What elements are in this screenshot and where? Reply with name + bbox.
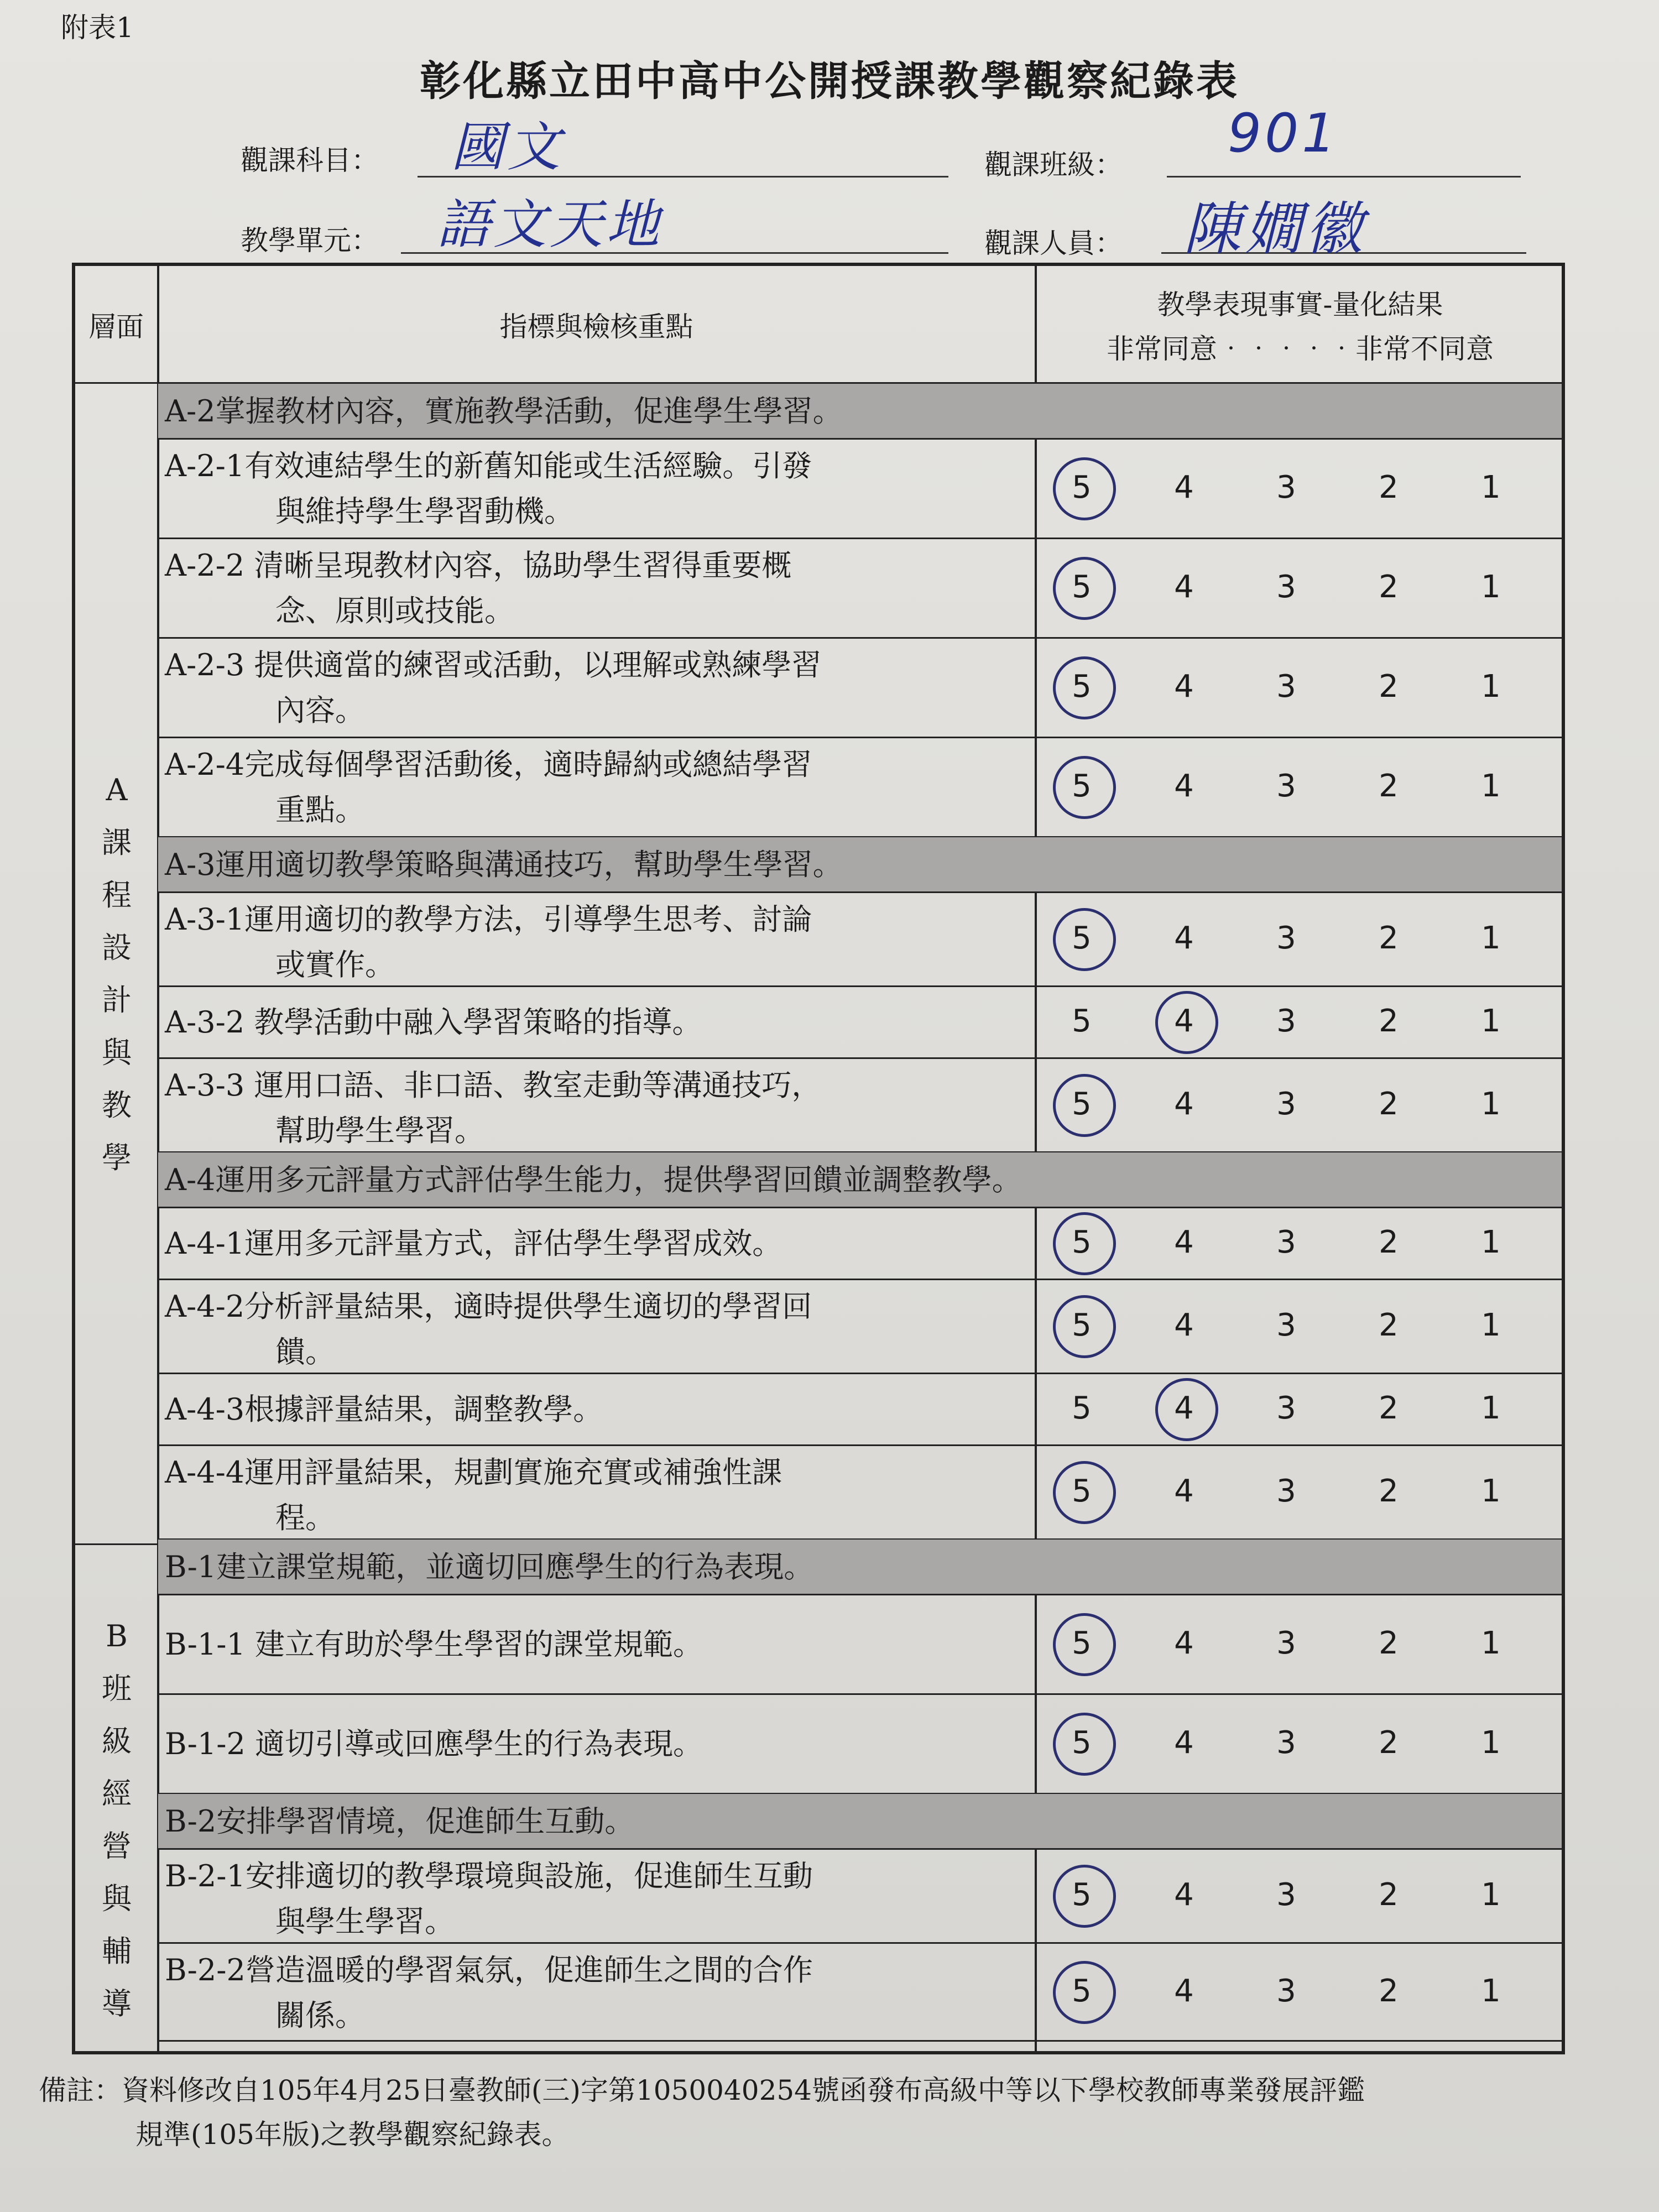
score-option[interactable]: 3 <box>1276 1086 1296 1122</box>
row-divider <box>158 1207 1562 1208</box>
indicator-text <box>165 1721 1033 1767</box>
selected-score-circle <box>1053 1961 1116 2024</box>
section-b-chars-char: 與 <box>102 1881 132 1916</box>
score-option[interactable]: 1 <box>1481 1003 1501 1039</box>
score-option[interactable]: 4 <box>1174 1307 1194 1343</box>
indicator-line2: 念、原則或技能。 <box>275 593 514 628</box>
selected-score-circle <box>1053 908 1116 971</box>
score-option[interactable]: 1 <box>1481 1725 1501 1761</box>
score-option[interactable]: 3 <box>1276 1877 1296 1913</box>
score-option[interactable]: 3 <box>1276 1473 1296 1509</box>
selected-score-circle <box>1053 1295 1116 1358</box>
score-option[interactable]: 3 <box>1276 768 1296 804</box>
score-option[interactable]: 3 <box>1276 1003 1296 1039</box>
indicator-line2: 重點。 <box>275 792 365 827</box>
score-option[interactable]: 4 <box>1174 1003 1194 1039</box>
score-option[interactable]: 2 <box>1379 768 1399 804</box>
indicator-line1: A-3-3 運用口語、非口語、教室走動等溝通技巧， <box>165 1068 822 1103</box>
score-option[interactable]: 3 <box>1276 669 1296 705</box>
indicator-line1: A-4-2分析評量結果，適時提供學生適切的學習回 <box>165 1289 812 1324</box>
score-option[interactable]: 1 <box>1481 1390 1501 1426</box>
indicator-line1: A-2-3 提供適當的練習或活動，以理解或熟練學習 <box>165 648 822 682</box>
group-header: A-4運用多元評量方式評估學生能力，提供學習回饋並調整教學。 <box>158 1152 1562 1208</box>
score-option[interactable]: 3 <box>1276 1224 1296 1260</box>
score-option[interactable]: 1 <box>1481 1086 1501 1122</box>
score-option[interactable]: 4 <box>1174 1086 1194 1122</box>
score-option[interactable]: 1 <box>1481 1973 1501 2009</box>
indicator-line1: A-2-2 清晰呈現教材內容，協助學生習得重要概 <box>165 548 792 583</box>
observer-label: 觀課人員： <box>984 227 1123 259</box>
selected-score-circle <box>1053 1613 1116 1676</box>
class-line <box>1167 176 1521 178</box>
section-a-chars-char: A <box>106 773 128 807</box>
score-option[interactable]: 4 <box>1174 1625 1194 1661</box>
score-option[interactable]: 5 <box>1072 1725 1092 1761</box>
score-option[interactable]: 5 <box>1072 920 1092 956</box>
indicator-text <box>165 444 1033 534</box>
row-divider <box>158 1279 1562 1280</box>
footnote-line2: 規準(105年版)之教學觀察紀錄表。 <box>135 2119 570 2151</box>
score-option[interactable]: 2 <box>1379 1725 1399 1761</box>
indicator-line2: 關係。 <box>275 1998 365 2033</box>
footnote <box>39 2068 1620 2157</box>
score-option[interactable]: 5 <box>1072 1224 1092 1260</box>
score-option[interactable]: 2 <box>1379 1307 1399 1343</box>
row-divider <box>158 438 1562 440</box>
indicator-line1: A-2-1有效連結學生的新舊知能或生活經驗。引發 <box>165 448 812 483</box>
head-result: 教學表現事實-量化結果 <box>1157 289 1443 321</box>
score-option[interactable]: 2 <box>1379 569 1399 605</box>
indicator-line2: 程。 <box>275 1500 335 1535</box>
row-divider <box>158 737 1562 738</box>
score-option[interactable]: 3 <box>1276 920 1296 956</box>
score-option[interactable]: 1 <box>1481 1877 1501 1913</box>
row-divider <box>158 2040 1562 2042</box>
indicator-line1: A-2-4完成每個學習活動後，適時歸納或總結學習 <box>165 747 812 782</box>
score-option[interactable]: 4 <box>1174 1725 1194 1761</box>
group-header: A-2掌握教材內容，實施教學活動，促進學生學習。 <box>158 384 1562 439</box>
indicator-line2: 饋。 <box>275 1334 335 1369</box>
row-divider <box>158 1373 1562 1374</box>
score-option[interactable]: 4 <box>1174 669 1194 705</box>
group-header: A-3運用適切教學策略與溝通技巧，幫助學生學習。 <box>158 837 1562 893</box>
score-option[interactable]: 5 <box>1072 669 1092 705</box>
section-a-chars-char: 計 <box>102 983 132 1018</box>
observer-signature: 陳嫺徽 <box>1183 195 1366 263</box>
selected-score-circle <box>1053 557 1116 620</box>
score-option[interactable]: 5 <box>1072 1086 1092 1122</box>
section-b-chars-char: B <box>106 1619 128 1653</box>
observation-table <box>72 263 1565 2054</box>
indicator-text <box>165 1000 1033 1045</box>
indicator-line2: 幫助學生學習。 <box>275 1113 484 1148</box>
indicator-text <box>165 1387 1033 1432</box>
head-level: 層面 <box>88 311 144 343</box>
indicator-line1: B-1-2 適切引導或回應學生的行為表現。 <box>165 1726 703 1761</box>
section-a-chars-char: 學 <box>102 1140 132 1175</box>
section-a-chars-char: 教 <box>102 1088 132 1123</box>
indicator-text <box>165 742 1033 833</box>
section-a-chars-char: 與 <box>102 1035 132 1070</box>
selected-score-circle <box>1053 457 1116 520</box>
score-option[interactable]: 1 <box>1481 669 1501 705</box>
score-option[interactable]: 1 <box>1481 1224 1501 1260</box>
score-option[interactable]: 1 <box>1481 768 1501 804</box>
indicator-line2: 或實作。 <box>275 947 395 982</box>
group-header: B-2安排學習情境，促進師生互動。 <box>158 1794 1562 1849</box>
head-indicator: 指標與檢核重點 <box>499 311 693 343</box>
score-option[interactable]: 5 <box>1072 569 1092 605</box>
score-option[interactable]: 2 <box>1379 1390 1399 1426</box>
annex-label: 附表1 <box>61 12 134 44</box>
score-option[interactable]: 1 <box>1481 569 1501 605</box>
score-option[interactable]: 1 <box>1481 920 1501 956</box>
indicator-text <box>165 1284 1033 1375</box>
form-title: 彰化縣立田中高中公開授課教學觀察紀錄表 <box>420 58 1239 105</box>
score-option[interactable]: 4 <box>1174 920 1194 956</box>
subject-label: 觀課科目： <box>241 144 379 176</box>
indicator-text <box>165 543 1033 634</box>
section-b-chars-char: 級 <box>102 1724 132 1759</box>
row-divider <box>158 985 1562 987</box>
selected-score-circle <box>1053 1074 1116 1137</box>
score-option[interactable]: 5 <box>1072 1473 1092 1509</box>
score-option[interactable]: 3 <box>1276 1725 1296 1761</box>
footnote-line1: 備註：資料修改自105年4月25日臺教師(三)字第1050040254號函發布高級中等以下學校教師專業發展評鑑 <box>39 2074 1365 2106</box>
score-option[interactable]: 4 <box>1174 469 1194 505</box>
section-a-chars-char: 課 <box>102 825 132 860</box>
score-option[interactable]: 3 <box>1276 1307 1296 1343</box>
score-option[interactable]: 5 <box>1072 1003 1092 1039</box>
row-divider <box>158 1693 1562 1695</box>
score-option[interactable]: 2 <box>1379 1625 1399 1661</box>
selected-score-circle <box>1053 1212 1116 1275</box>
row-divider <box>158 1942 1562 1944</box>
indicator-line1: A-4-1運用多元評量方式，評估學生學習成效。 <box>165 1226 782 1261</box>
class-value: 901 <box>1228 102 1339 164</box>
selected-score-circle <box>1053 756 1116 819</box>
indicator-line1: B-2-2營造溫暖的學習氣氛，促進師生之間的合作 <box>165 1953 813 1987</box>
score-option[interactable]: 5 <box>1072 1625 1092 1661</box>
score-option[interactable]: 4 <box>1174 1390 1194 1426</box>
indicator-line2: 與維持學生學習動機。 <box>275 494 574 529</box>
indicator-line1: A-4-4運用評量結果，規劃實施充實或補強性課 <box>165 1455 782 1490</box>
score-option[interactable]: 2 <box>1379 1973 1399 2009</box>
score-option[interactable]: 5 <box>1072 1877 1092 1913</box>
score-option[interactable]: 5 <box>1072 1307 1092 1343</box>
score-option[interactable]: 4 <box>1174 768 1194 804</box>
score-option[interactable]: 2 <box>1379 1473 1399 1509</box>
score-option[interactable]: 2 <box>1379 469 1399 505</box>
row-divider <box>158 637 1562 639</box>
score-option[interactable]: 1 <box>1481 1307 1501 1343</box>
score-option[interactable]: 3 <box>1276 469 1296 505</box>
score-option[interactable]: 4 <box>1174 1973 1194 2009</box>
section-b-chars-char: 營 <box>102 1829 132 1864</box>
unit-label: 教學單元： <box>241 225 379 257</box>
score-option[interactable]: 2 <box>1379 920 1399 956</box>
selected-score-circle <box>1053 656 1116 719</box>
score-option[interactable]: 1 <box>1481 1625 1501 1661</box>
indicator-line1: A-3-2 教學活動中融入學習策略的指導。 <box>165 1005 702 1040</box>
indicator-text <box>165 1450 1033 1541</box>
section-a-chars-char: 設 <box>102 930 132 965</box>
indicator-text <box>165 643 1033 733</box>
section-b-chars-char: 經 <box>102 1776 132 1811</box>
score-option[interactable]: 3 <box>1276 1973 1296 2009</box>
score-option[interactable]: 2 <box>1379 1877 1399 1913</box>
score-option[interactable]: 5 <box>1072 768 1092 804</box>
row-divider <box>158 538 1562 539</box>
selected-score-circle <box>1053 1713 1116 1776</box>
indicator-line1: B-1-1 建立有助於學生學習的課堂規範。 <box>165 1627 703 1662</box>
section-divider <box>75 1543 158 1545</box>
class-label: 觀課班級： <box>984 149 1123 181</box>
score-option[interactable]: 2 <box>1379 1086 1399 1122</box>
indicator-text <box>165 1622 1033 1667</box>
section-b-chars-char: 班 <box>102 1671 132 1706</box>
head-scale: 非常同意‧‧‧‧‧非常不同意 <box>1107 333 1494 365</box>
selected-score-circle <box>1053 1461 1116 1524</box>
score-option[interactable]: 3 <box>1276 1625 1296 1661</box>
score-option[interactable]: 4 <box>1174 1473 1194 1509</box>
score-option[interactable]: 4 <box>1174 1224 1194 1260</box>
indicator-line1: A-4-3根據評量結果，調整教學。 <box>165 1392 603 1427</box>
group-header: B-1建立課堂規範，並適切回應學生的行為表現。 <box>158 1540 1562 1595</box>
score-option[interactable]: 4 <box>1174 569 1194 605</box>
unit-value: 語文天地 <box>437 194 662 255</box>
subject-value: 國文 <box>451 116 564 178</box>
score-option[interactable]: 5 <box>1072 469 1092 505</box>
score-option[interactable]: 4 <box>1174 1877 1194 1913</box>
section-b-chars-char: 輔 <box>102 1934 132 1969</box>
score-option[interactable]: 3 <box>1276 1390 1296 1426</box>
section-a-chars-char: 程 <box>102 878 132 912</box>
score-option[interactable]: 1 <box>1481 469 1501 505</box>
indicator-line1: A-3-1運用適切的教學方法，引導學生思考、討論 <box>165 902 812 937</box>
score-option[interactable]: 3 <box>1276 569 1296 605</box>
selected-score-circle <box>1155 1378 1218 1441</box>
score-option[interactable]: 2 <box>1379 669 1399 705</box>
row-divider <box>158 1444 1562 1446</box>
score-option[interactable]: 1 <box>1481 1473 1501 1509</box>
indicator-text <box>165 897 1033 988</box>
indicator-line1: B-2-1安排適切的教學環境與設施，促進師生互動 <box>165 1859 813 1893</box>
indicator-text <box>165 1063 1033 1154</box>
indicator-text <box>165 1854 1033 1944</box>
selected-score-circle <box>1053 1865 1116 1928</box>
score-option[interactable]: 5 <box>1072 1973 1092 2009</box>
indicator-line2: 與學生學習。 <box>275 1904 455 1939</box>
row-divider <box>158 891 1562 893</box>
selected-score-circle <box>1155 991 1218 1054</box>
section-b-chars-char: 導 <box>102 1986 132 2021</box>
score-option[interactable]: 2 <box>1379 1224 1399 1260</box>
indicator-text <box>165 1221 1033 1266</box>
score-option[interactable]: 2 <box>1379 1003 1399 1039</box>
indicator-line2: 內容。 <box>275 693 365 728</box>
indicator-text <box>165 1948 1033 2038</box>
score-option[interactable]: 5 <box>1072 1390 1092 1426</box>
row-divider <box>158 1057 1562 1059</box>
row-divider <box>158 1594 1562 1595</box>
row-divider <box>158 1848 1562 1850</box>
